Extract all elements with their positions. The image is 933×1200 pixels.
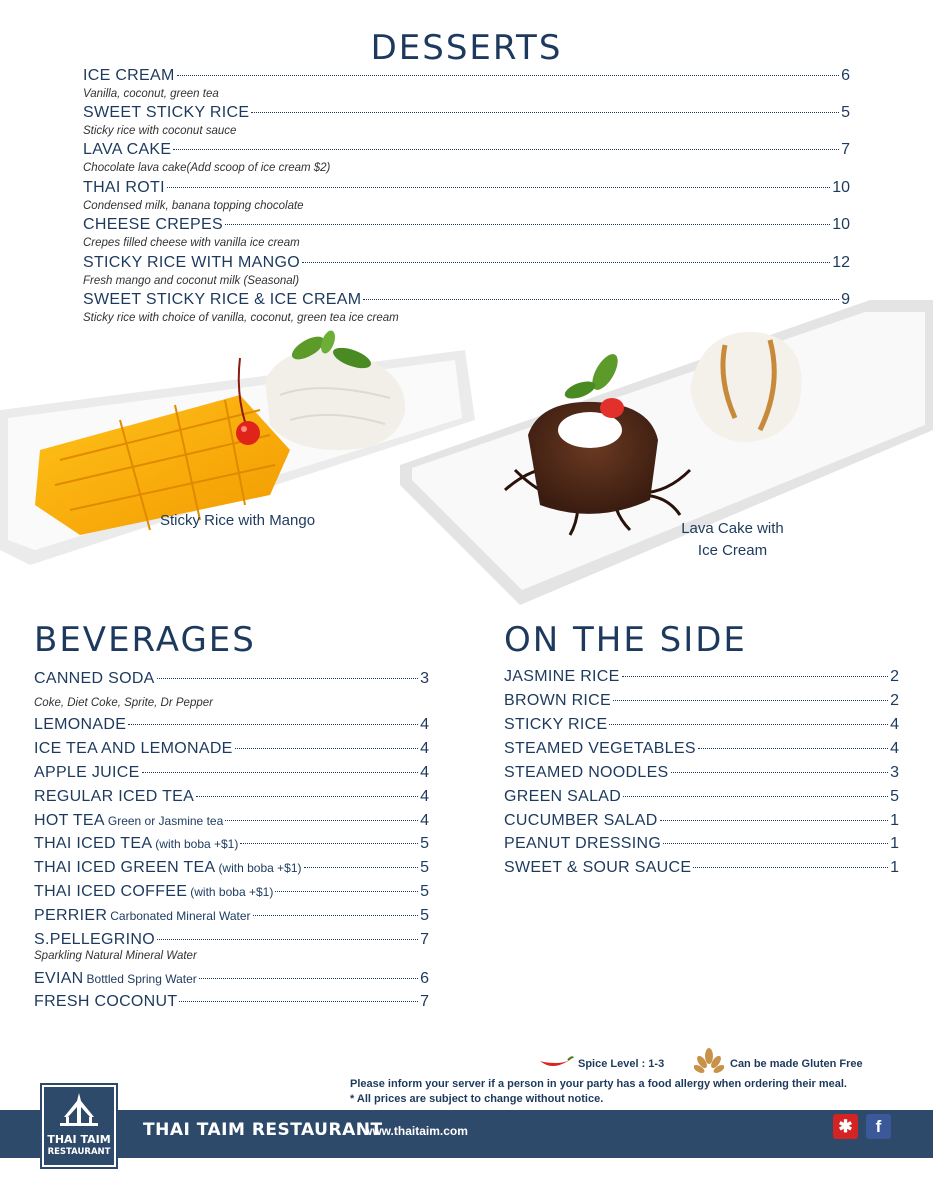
item-price: 5 [420,859,429,876]
menu-item [504,835,899,857]
item-price: 7 [420,993,429,1010]
item-name: JASMINE RICE [504,668,620,685]
item-price: 5 [420,883,429,900]
leader-dots [177,75,839,76]
menu-item [34,788,429,810]
item-price: 4 [420,740,429,757]
item-name: THAI ICED GREEN TEA [34,859,216,876]
lava-caption-line2: Ice Cream [697,542,768,559]
chili-pepper-icon [538,1055,574,1076]
leader-dots [660,820,889,821]
item-price: 5 [841,104,850,121]
menu-item [504,788,899,810]
leader-dots [196,796,418,797]
menu-item [504,692,899,714]
menu-item [83,254,850,276]
item-price: 9 [841,291,850,308]
item-price: 3 [420,670,429,687]
leader-dots [128,724,418,725]
menu-item [34,740,429,762]
item-name: CHEESE CREPES [83,216,223,233]
item-name: SWEET STICKY RICE [83,104,250,121]
leader-dots [225,820,418,821]
leader-dots [613,700,888,701]
allergy-notice: Please inform your server if a person in your party has a food allergy when ordering their meal. [350,1078,847,1090]
item-price: 2 [890,668,899,685]
item-name: THAI ICED TEA [34,835,153,852]
item-price: 5 [420,907,429,924]
item-price: 10 [832,216,850,233]
logo-line1: THAI TAIM [47,1133,111,1146]
menu-item [34,883,429,905]
leader-dots [622,676,888,677]
item-description: Fresh mango and coconut milk (Seasonal) [83,275,300,287]
item-price: 4 [420,764,429,781]
leader-dots [157,939,418,940]
item-name: FRESH COCONUT [34,993,178,1010]
item-name: PERRIER [34,907,108,924]
item-price: 5 [420,835,429,852]
item-price: 6 [420,970,429,987]
item-note: Bottled Spring Water [86,972,197,986]
leader-dots [240,843,418,844]
menu-item [34,812,429,834]
item-description: Sparkling Natural Mineral Water [34,950,197,962]
leader-dots [142,772,419,773]
leader-dots [623,796,888,797]
item-note: (with boba +$1) [218,861,302,875]
item-price: 1 [890,812,899,829]
item-description: Sticky rice with coconut sauce [83,125,237,137]
item-description: Vanilla, coconut, green tea [83,88,219,100]
item-name: SWEET & SOUR SAUCE [504,859,692,876]
item-description: Chocolate lava cake(Add scoop of ice cream $2) [83,162,331,174]
item-price: 6 [841,67,850,84]
item-price: 4 [420,812,429,829]
spice-level-label: Spice Level : 1-3 [578,1058,665,1070]
leader-dots [609,724,888,725]
menu-item [83,141,850,163]
leader-dots [173,149,839,150]
menu-item [83,104,850,126]
menu-item [83,216,850,238]
item-name: APPLE JUICE [34,764,140,781]
item-name: STICKY RICE [504,716,608,733]
menu-item [34,716,429,738]
item-name: LEMONADE [34,716,127,733]
desserts-title: DESSERTS [370,28,563,68]
item-price: 1 [890,835,899,852]
item-name: REGULAR ICED TEA [34,788,195,805]
website-link[interactable]: www.thaitaim.com [363,1124,468,1138]
item-description: Condensed milk, banana topping chocolate [83,200,304,212]
item-note: (with boba +$1) [190,885,274,899]
menu-item [504,740,899,762]
menu-item [504,764,899,786]
restaurant-logo [42,1085,116,1167]
menu-item [34,835,429,857]
item-name: THAI ROTI [83,179,165,196]
item-note: Green or Jasmine tea [107,814,224,828]
item-name: PEANUT DRESSING [504,835,662,852]
price-notice: * All prices are subject to change without notice. [350,1093,604,1105]
item-price: 2 [890,692,899,709]
restaurant-name: THAI TAIM RESTAURANT [143,1120,383,1140]
menu-item [34,970,429,992]
lava-caption-line1: Lava Cake with [681,520,784,537]
facebook-icon[interactable]: f [866,1114,891,1139]
dessert-photos [0,300,933,620]
leader-dots [302,262,830,263]
item-price: 12 [832,254,850,271]
item-price: 7 [420,931,429,948]
item-name: CUCUMBER SALAD [504,812,658,829]
lava-cake [528,398,658,514]
menu-item [34,859,429,881]
dessert-plates-illustration [0,300,933,620]
leader-dots [698,748,888,749]
leader-dots [235,748,418,749]
gluten-free-label: Can be made Gluten Free [730,1058,863,1070]
item-description: Coke, Diet Coke, Sprite, Dr Pepper [34,697,213,709]
sides-title: ON THE SIDE [504,620,747,660]
item-name: ICE TEA AND LEMONADE [34,740,233,757]
leader-dots [253,915,419,916]
menu-item [504,668,899,690]
item-name: HOT TEA [34,812,105,829]
item-price: 7 [841,141,850,158]
menu-item [34,764,429,786]
menu-item [34,993,429,1015]
leader-dots [251,112,839,113]
item-name: EVIAN [34,970,84,987]
item-price: 4 [420,716,429,733]
item-name: GREEN SALAD [504,788,622,805]
leader-dots [304,867,419,868]
item-name: CANNED SODA [34,670,155,687]
leader-dots [167,187,830,188]
item-name: STEAMED NOODLES [504,764,669,781]
leader-dots [693,867,888,868]
item-price: 4 [890,740,899,757]
item-price: 5 [890,788,899,805]
item-description: Sticky rice with choice of vanilla, coconut, green tea ice cream [83,312,399,324]
wheat-icon [694,1048,724,1079]
leader-dots [671,772,889,773]
menu-item [34,670,429,692]
menu-item [504,716,899,738]
lava-cake-caption [650,518,815,562]
item-name: ICE CREAM [83,67,175,84]
item-name: THAI ICED COFFEE [34,883,188,900]
item-price: 1 [890,859,899,876]
item-price: 4 [420,788,429,805]
leader-dots [275,891,418,892]
item-price: 3 [890,764,899,781]
menu-item [34,907,429,929]
item-price: 4 [890,716,899,733]
leader-dots [179,1001,418,1002]
beverages-title: BEVERAGES [34,620,256,660]
item-note: Carbonated Mineral Water [110,909,251,923]
item-name: BROWN RICE [504,692,611,709]
leader-dots [225,224,830,225]
item-description: Crepes filled cheese with vanilla ice cream [83,237,300,249]
yelp-icon[interactable]: ✱ [833,1114,858,1139]
mango-caption: Sticky Rice with Mango [160,512,316,529]
item-name: SWEET STICKY RICE & ICE CREAM [83,291,362,308]
menu-item [504,812,899,834]
leader-dots [199,978,418,979]
item-note: (with boba +$1) [155,837,239,851]
ice-cream-scoop [690,332,802,442]
logo-line2: RESTAURANT [47,1147,111,1157]
menu-item [83,179,850,201]
menu-item [504,859,899,881]
item-name: STEAMED VEGETABLES [504,740,696,757]
leader-dots [157,678,418,679]
item-name: LAVA CAKE [83,141,172,158]
leader-dots [663,843,888,844]
item-price: 10 [832,179,850,196]
menu-item [83,67,850,89]
temple-icon [54,1093,104,1131]
item-name: S.PELLEGRINO [34,931,155,948]
item-name: STICKY RICE WITH MANGO [83,254,300,271]
